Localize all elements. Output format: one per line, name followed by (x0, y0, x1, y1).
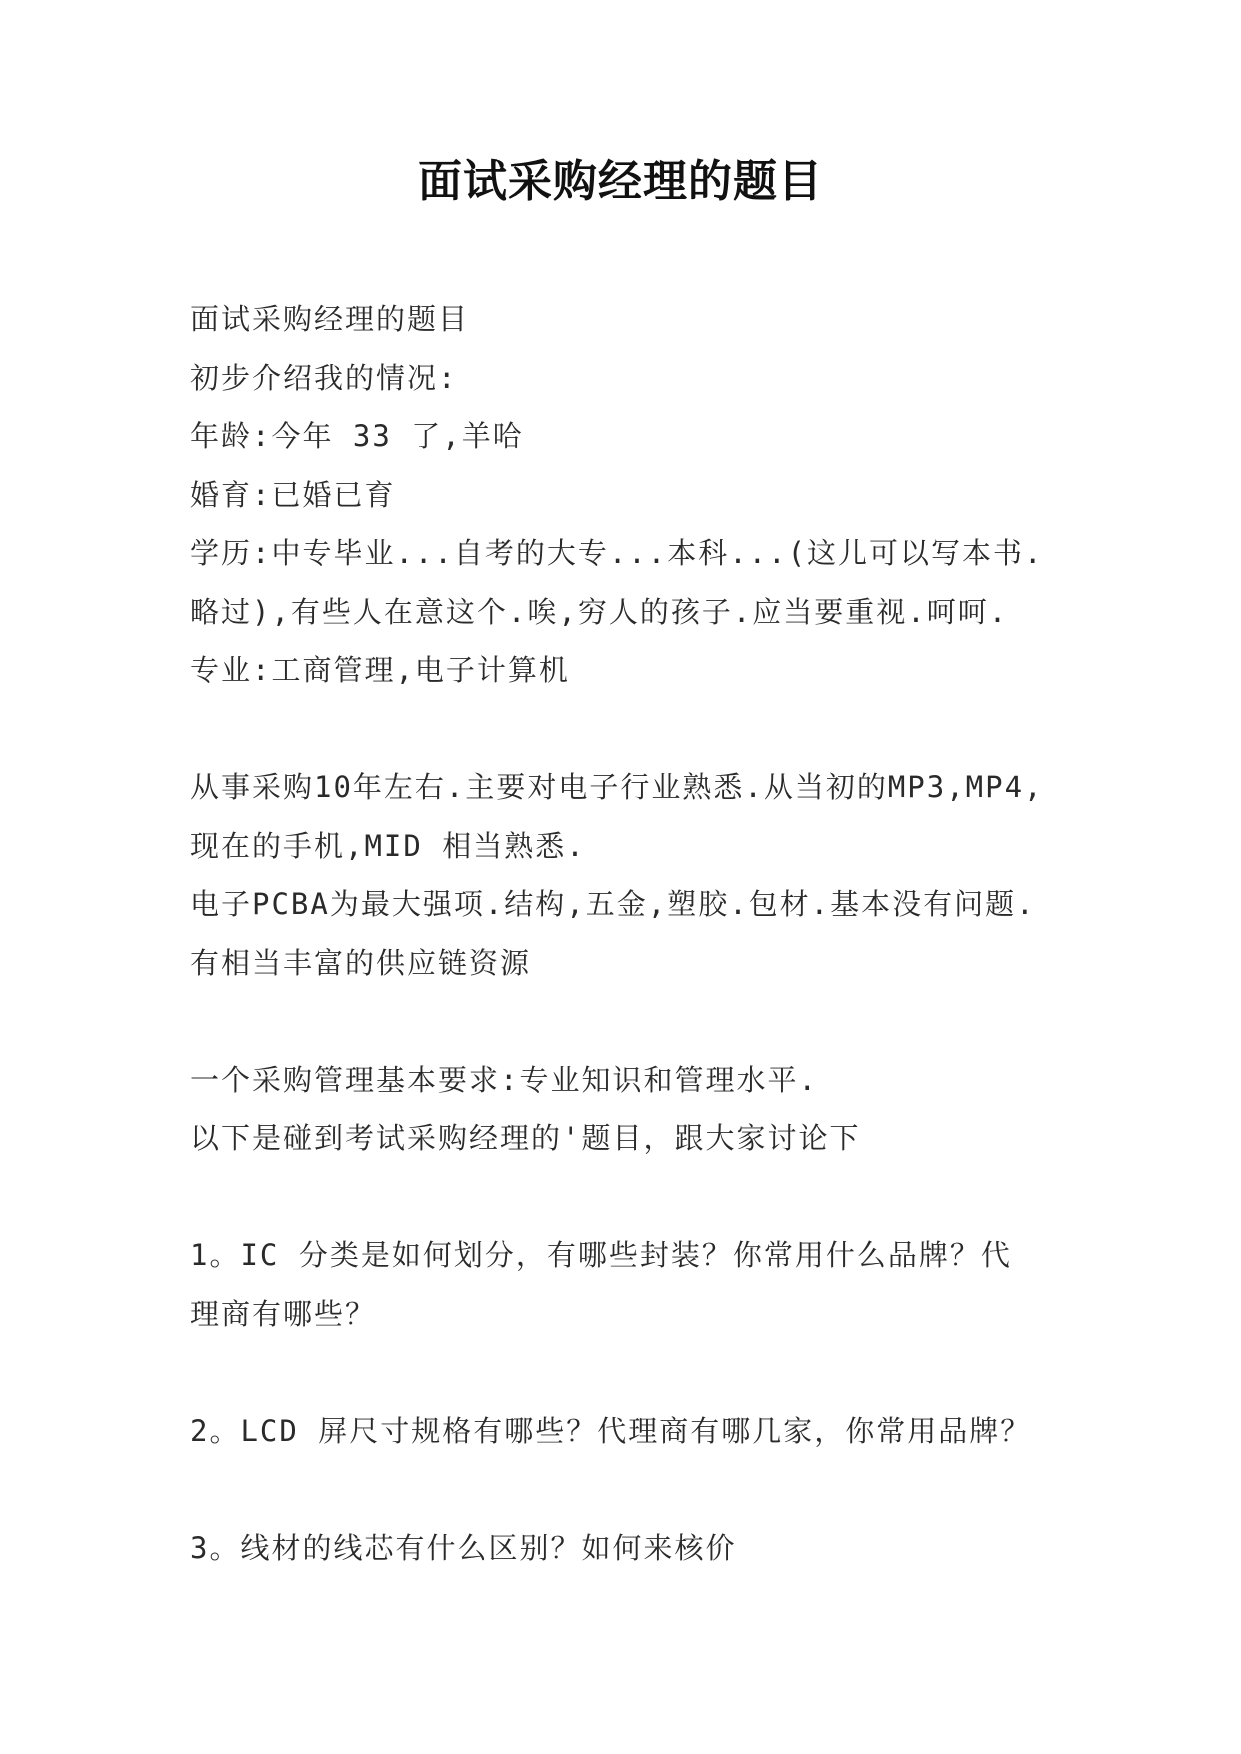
paragraph-line: 以下是碰到考试采购经理的'题目，跟大家讨论下 (190, 1121, 861, 1155)
paragraph-line: 婚育:已婚已育 (190, 477, 396, 512)
paragraph-line: 学历:中专毕业...自考的大专...本科...(这儿可以写本书. (190, 536, 1044, 570)
blank-line (190, 1343, 1090, 1402)
question-line: 1。IC 分类是如何划分，有哪些封装？你常用什么品牌？代 (190, 1238, 1012, 1272)
document-body (190, 290, 1090, 1577)
paragraph-line: 现在的手机,MID 相当熟悉. (190, 828, 586, 863)
paragraph-line: 从事采购10年左右.主要对电子行业熟悉.从当初的MP3,MP4, (190, 770, 1044, 804)
question-line: 3。线材的线芯有什么区别？如何来核价 (190, 1530, 737, 1565)
paragraph-line: 有相当丰富的供应链资源 (190, 945, 532, 980)
blank-line (190, 992, 1090, 1051)
paragraph-line: 初步介绍我的情况: (190, 360, 458, 395)
blank-line (190, 1168, 1090, 1227)
paragraph-line: 略过),有些人在意这个.唉,穷人的孩子.应当要重视.呵呵. (190, 594, 1009, 629)
paragraph-line: 年龄:今年 33 了,羊哈 (190, 419, 524, 453)
blank-line (190, 1460, 1090, 1519)
document-title: 面试采购经理的题目 (418, 156, 823, 207)
blank-line (190, 700, 1090, 759)
question-line: 2。LCD 屏尺寸规格有哪些？代理商有哪几家，你常用品牌？ (190, 1413, 1032, 1448)
paragraph-line: 一个采购管理基本要求:专业知识和管理水平. (190, 1062, 818, 1097)
paragraph-line: 电子PCBA为最大强项.结构,五金,塑胶.包材.基本没有问题. (190, 887, 1036, 921)
paragraph-line: 专业:工商管理,电子计算机 (190, 653, 570, 687)
paragraph-line: 面试采购经理的题目 (190, 302, 470, 336)
question-line: 理商有哪些？ (190, 1296, 377, 1331)
